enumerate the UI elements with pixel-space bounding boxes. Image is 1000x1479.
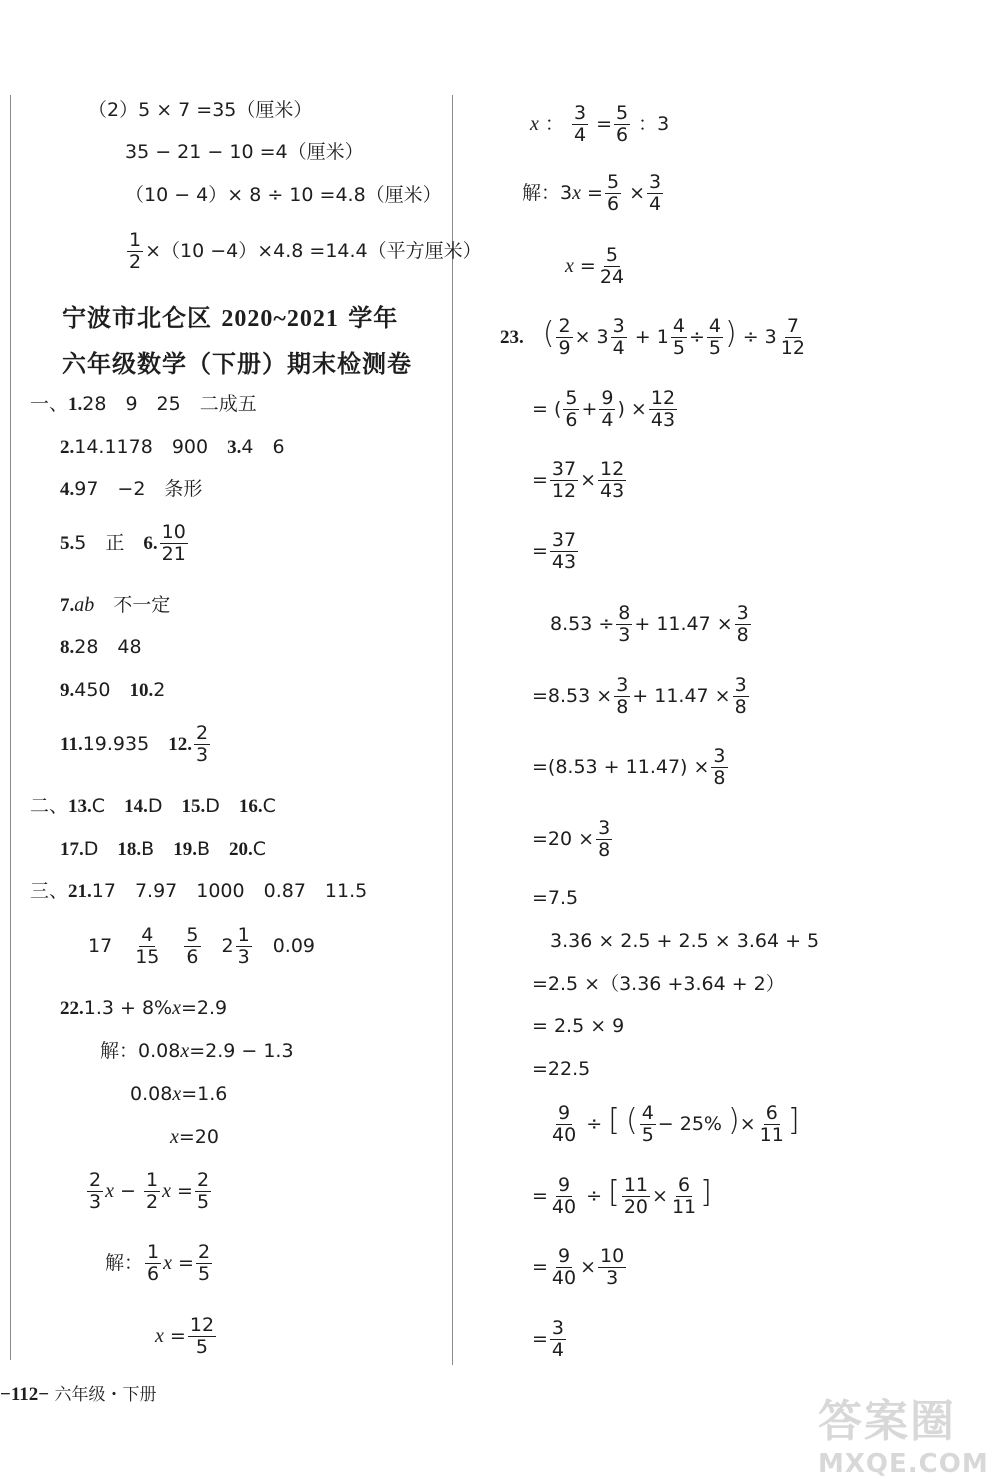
answer-line: 35 − 21 − 10 =4（厘米） xyxy=(125,141,364,163)
answer-line: （2）5 × 7 =35（厘米） xyxy=(88,99,313,121)
answer-line: 2.14.1178 900 3.4 6 xyxy=(60,436,285,458)
answer-line: 解：0.08x=2.9 − 1.3 xyxy=(100,1040,294,1062)
fraction: $\frac{4}{15}$ xyxy=(135,924,160,968)
answer-line: 4.97 −2 条形 xyxy=(60,478,203,500)
fraction: $\frac{1}{2}$ xyxy=(145,1169,159,1213)
fraction: $\frac{11}{20}$ xyxy=(623,1174,649,1218)
column-divider xyxy=(452,95,453,1365)
fraction: $\frac{9}{40}$ xyxy=(551,1245,577,1289)
fraction: $\frac{5}{6}$ xyxy=(565,387,578,431)
answer-line: 三、21.17 7.97 1000 0.87 11.5 xyxy=(30,880,368,902)
fraction: $\frac{2}{9}$ xyxy=(558,315,571,359)
answer-line: = $\frac{37}{12}$ × $\frac{12}{43}$ xyxy=(532,458,625,502)
answer-line: $\frac{1}{2}$ ×（10 −4）×4.8 =14.4（平方厘米） xyxy=(129,229,482,273)
fraction: $\frac{3}{4}$ xyxy=(551,1317,565,1361)
answer-line: = $\frac{3}{4}$ xyxy=(532,1317,565,1361)
fraction: $\frac{12}{43}$ xyxy=(650,387,676,431)
answer-line: 一、1.28 9 25 二成五 xyxy=(30,393,257,415)
watermark-logo: 答案圈 MXQE.COM xyxy=(818,1396,989,1479)
fraction: $\frac{5}{6}$ xyxy=(606,171,620,215)
fraction: $\frac{6}{11}$ xyxy=(671,1174,697,1218)
answer-line: = $\frac{9}{40}$ ÷ [ $\frac{11}{20}$ × $\frac{6}{11}$ ] xyxy=(532,1174,712,1218)
answer-line: 0.08x=1.6 xyxy=(130,1083,228,1105)
fraction: $\frac{12}{5}$ xyxy=(189,1314,215,1358)
answer-line: 8.53 ÷ $\frac{8}{3}$ + 11.47 × $\frac{3}{8}$ xyxy=(550,602,749,646)
fraction: $\frac{4}{5}$ xyxy=(641,1102,654,1146)
fraction: $\frac{3}{8}$ xyxy=(616,674,629,718)
fraction: $\frac{37}{12}$ xyxy=(551,458,577,502)
fraction: $\frac{12}{43}$ xyxy=(600,458,625,502)
fraction: $\frac{1}{6}$ xyxy=(147,1241,160,1285)
grade-label: 六年级・下册 xyxy=(54,1385,157,1405)
fraction: $\frac{10}{21}$ xyxy=(161,521,186,565)
answer-line: x = $\frac{12}{5}$ xyxy=(155,1314,215,1358)
fraction: $\frac{2}{5}$ xyxy=(196,1169,210,1213)
fraction: $\frac{10}{3}$ xyxy=(600,1245,625,1289)
fraction: $\frac{5}{6}$ xyxy=(616,102,629,146)
answer-line: $\frac{2}{3}$ x − $\frac{1}{2}$ x = $\frac{2}{5}$ xyxy=(89,1169,210,1213)
answer-line: 解： $\frac{1}{6}$ x = $\frac{2}{5}$ xyxy=(105,1241,211,1285)
fraction: $\frac{2}{3}$ xyxy=(195,722,209,766)
fraction: $\frac{1}{2}$ xyxy=(129,229,142,273)
fraction: $\frac{2}{5}$ xyxy=(197,1241,211,1285)
fraction: $\frac{4}{5}$ xyxy=(672,315,685,359)
answer-line: =8.53 × $\frac{3}{8}$ + 11.47 × $\frac{3}{8}$ xyxy=(532,674,747,718)
answer-line: 23. ( $\frac{2}{9}$ × 3 $\frac{3}{4}$ + 1 $\frac{4}{5}$ ÷ $\frac{4}{5}$ ) ÷ 3 $\frac{7}{12}$ xyxy=(500,315,805,359)
answer-line: 9.450 10.2 xyxy=(60,679,166,701)
answer-line: = ( $\frac{5}{6}$ + $\frac{9}{4}$ ) × $\frac{12}{43}$ xyxy=(532,387,676,431)
page-footer xyxy=(0,1380,157,1406)
fraction: $\frac{3}{8}$ xyxy=(598,817,611,861)
answer-line: 7.ab 不一定 xyxy=(60,594,171,616)
fraction: $\frac{3}{8}$ xyxy=(736,602,749,646)
answer-line: 11.19.935 12. $\frac{2}{3}$ xyxy=(60,722,209,766)
fraction: $\frac{37}{43}$ xyxy=(551,529,577,573)
answer-line: 17.D 18.B 19.B 20.C xyxy=(60,838,267,860)
left-margin-rule xyxy=(10,95,11,1360)
page-number: −112− xyxy=(0,1384,50,1405)
fraction: $\frac{3}{4}$ xyxy=(612,315,625,359)
fraction: $\frac{2}{3}$ xyxy=(89,1169,102,1213)
answer-line: =7.5 xyxy=(532,887,579,909)
answer-line: $\frac{9}{40}$ ÷ [ ( $\frac{4}{5}$ − 25% )× $\frac{6}{11}$ ] xyxy=(552,1102,800,1146)
answer-line: 解：3x = $\frac{5}{6}$ × $\frac{3}{4}$ xyxy=(522,171,662,215)
answer-line: = $\frac{37}{43}$ xyxy=(532,529,577,573)
answer-line: x=20 xyxy=(170,1126,219,1148)
fraction: $\frac{4}{5}$ xyxy=(708,315,721,359)
answer-line: =2.5 ×（3.36 +3.64 + 2） xyxy=(532,973,785,995)
answer-line: 3.36 × 2.5 + 2.5 × 3.64 + 5 xyxy=(550,930,820,952)
fraction: $\frac{9}{4}$ xyxy=(601,387,614,431)
fraction: $\frac{3}{8}$ xyxy=(713,745,726,789)
fraction: $\frac{3}{4}$ xyxy=(649,171,662,215)
answer-line: = 2.5 × 9 xyxy=(532,1015,625,1037)
fraction: $\frac{9}{40}$ xyxy=(551,1174,577,1218)
answer-line: =22.5 xyxy=(532,1058,591,1080)
answer-line: =20 × $\frac{3}{8}$ xyxy=(532,817,611,861)
exam-title-line1: 宁波市北仑区 2020~2021 学年 xyxy=(62,304,399,332)
answer-line: 8.28 48 xyxy=(60,636,142,658)
answer-line: = $\frac{9}{40}$ × $\frac{10}{3}$ xyxy=(532,1245,625,1289)
fraction: $\frac{6}{11}$ xyxy=(759,1102,784,1146)
answer-line: 二、13.C 14.D 15.D 16.C xyxy=(30,795,276,817)
answer-line: 22.1.3 + 8%x=2.9 xyxy=(60,997,228,1019)
fraction: $\frac{8}{3}$ xyxy=(618,602,631,646)
answer-line: （10 − 4）× 8 ÷ 10 =4.8（厘米） xyxy=(125,184,442,206)
answer-line: x ： $\frac{3}{4}$ = $\frac{5}{6}$ ：3 xyxy=(530,102,670,146)
fraction: 1 3 xyxy=(237,924,250,968)
answer-line: x = $\frac{5}{24}$ xyxy=(565,244,625,288)
fraction: $\frac{5}{6}$ xyxy=(186,924,199,968)
fraction: $\frac{5}{24}$ xyxy=(599,244,625,288)
exam-title-line2: 六年级数学（下册）期末检测卷 xyxy=(62,350,412,378)
answer-line: 5.5 正 6. $\frac{10}{21}$ xyxy=(60,521,186,565)
fraction: $\frac{3}{8}$ xyxy=(734,674,747,718)
answer-line: =(8.53 + 11.47) × $\frac{3}{8}$ xyxy=(532,745,726,789)
answer-line: 17 $\frac{4}{15}$ $\frac{5}{6}$ 2 1 3 0.09 xyxy=(88,924,316,968)
fraction: $\frac{7}{12}$ xyxy=(780,315,805,359)
fraction: $\frac{9}{40}$ xyxy=(552,1102,577,1146)
fraction: $\frac{3}{4}$ xyxy=(573,102,587,146)
